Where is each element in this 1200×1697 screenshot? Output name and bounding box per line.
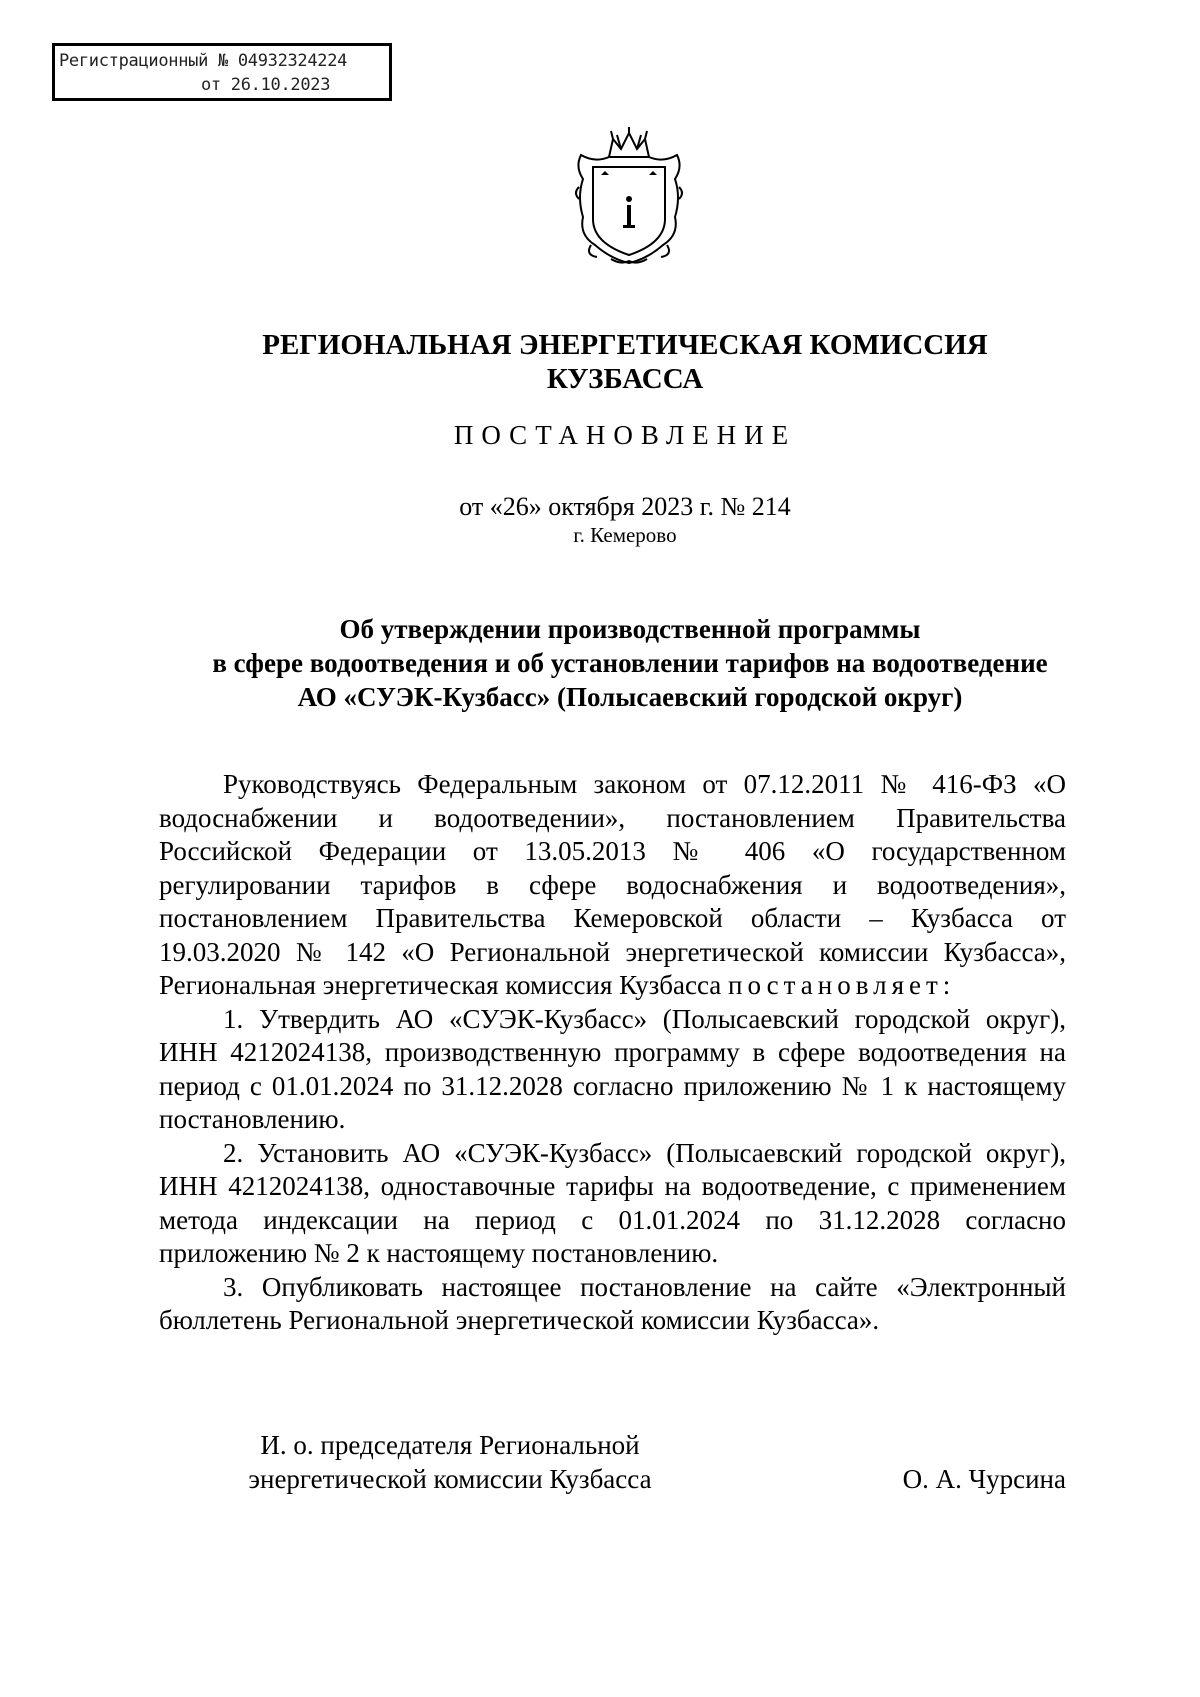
signatory-title-line2: энергетической комиссии Кузбасса <box>248 1464 652 1494</box>
item-3-paragraph: 3. Опубликовать настоящее постановление на сайте «Электронный бюллетень Региональной энергетической комиссии Кузбасса». <box>159 1271 1066 1335</box>
document-title-line3: АО «СУЭК-Кузбасс» (Полысаевский городской округ) <box>297 682 963 712</box>
document-city: г. Кемерово <box>573 523 677 547</box>
preamble-paragraph <box>159 768 1066 1003</box>
document-title <box>100 612 1160 714</box>
document-title-line2: в сфере водоотведения и об установлении тарифов на водоотведение <box>212 648 1048 678</box>
organization-name <box>0 328 1200 396</box>
signatory-name: О. А. Чурсина <box>902 1464 1066 1494</box>
preamble-text: Руководствуясь Федеральным законом от 07.12.2011 № 416-ФЗ «О водоснабжении и водоотведении», постановлением Правительства Российской Федерации от 13.05.2013 № 406 «О государственном регулировании тарифов в сфере водоснабжения и водоотведения», постановлением Правительства Кемеровской области – Кузбасса от 19.03.2020 № 142 «О Региональной энергетической комиссии Кузбасса», Региональная энергетическая комиссия Кузбасса <box>159 769 1066 1000</box>
item-1-paragraph: 1. Утвердить АО «СУЭК-Кузбасс» (Полысаевский городской округ), ИНН 4212024138, производственную программу в сфере водоотведения на период с 01.01.2024 по 31.12.2028 согласно приложению № 1 к настоящему постановлению. <box>159 1003 1066 1134</box>
document-body <box>159 768 1066 1338</box>
document-date-number: от «26» октября 2023 г. № 214 <box>459 492 791 521</box>
signatory-title-line1: И. о. председателя Региональной <box>260 1430 640 1460</box>
signatory-title <box>170 1428 730 1496</box>
registration-number: Регистрационный № 04932324224 <box>59 51 348 71</box>
decides-text: постановляет: <box>728 970 956 1000</box>
kuzbass-coat-of-arms-icon <box>571 127 687 267</box>
organization-name-line1: РЕГИОНАЛЬНАЯ ЭНЕРГЕТИЧЕСКАЯ КОМИССИЯ <box>262 329 988 361</box>
document-type: ПОСТАНОВЛЕНИЕ <box>453 420 797 450</box>
item-2-paragraph: 2. Установить АО «СУЭК-Кузбасс» (Полысаевский городской округ), ИНН 4212024138, одноставочные тарифы на водоотведение, с применением метода индексации на период с 01.01.2024 по 31.12.2028 согласно приложению № 2 к настоящему постановлению. <box>159 1137 1066 1268</box>
registration-stamp <box>52 43 392 101</box>
registration-date: от 26.10.2023 <box>201 75 331 95</box>
document-title-line1: Об утверждении производственной программы <box>339 614 921 644</box>
organization-name-line2: КУЗБАССА <box>546 363 704 395</box>
